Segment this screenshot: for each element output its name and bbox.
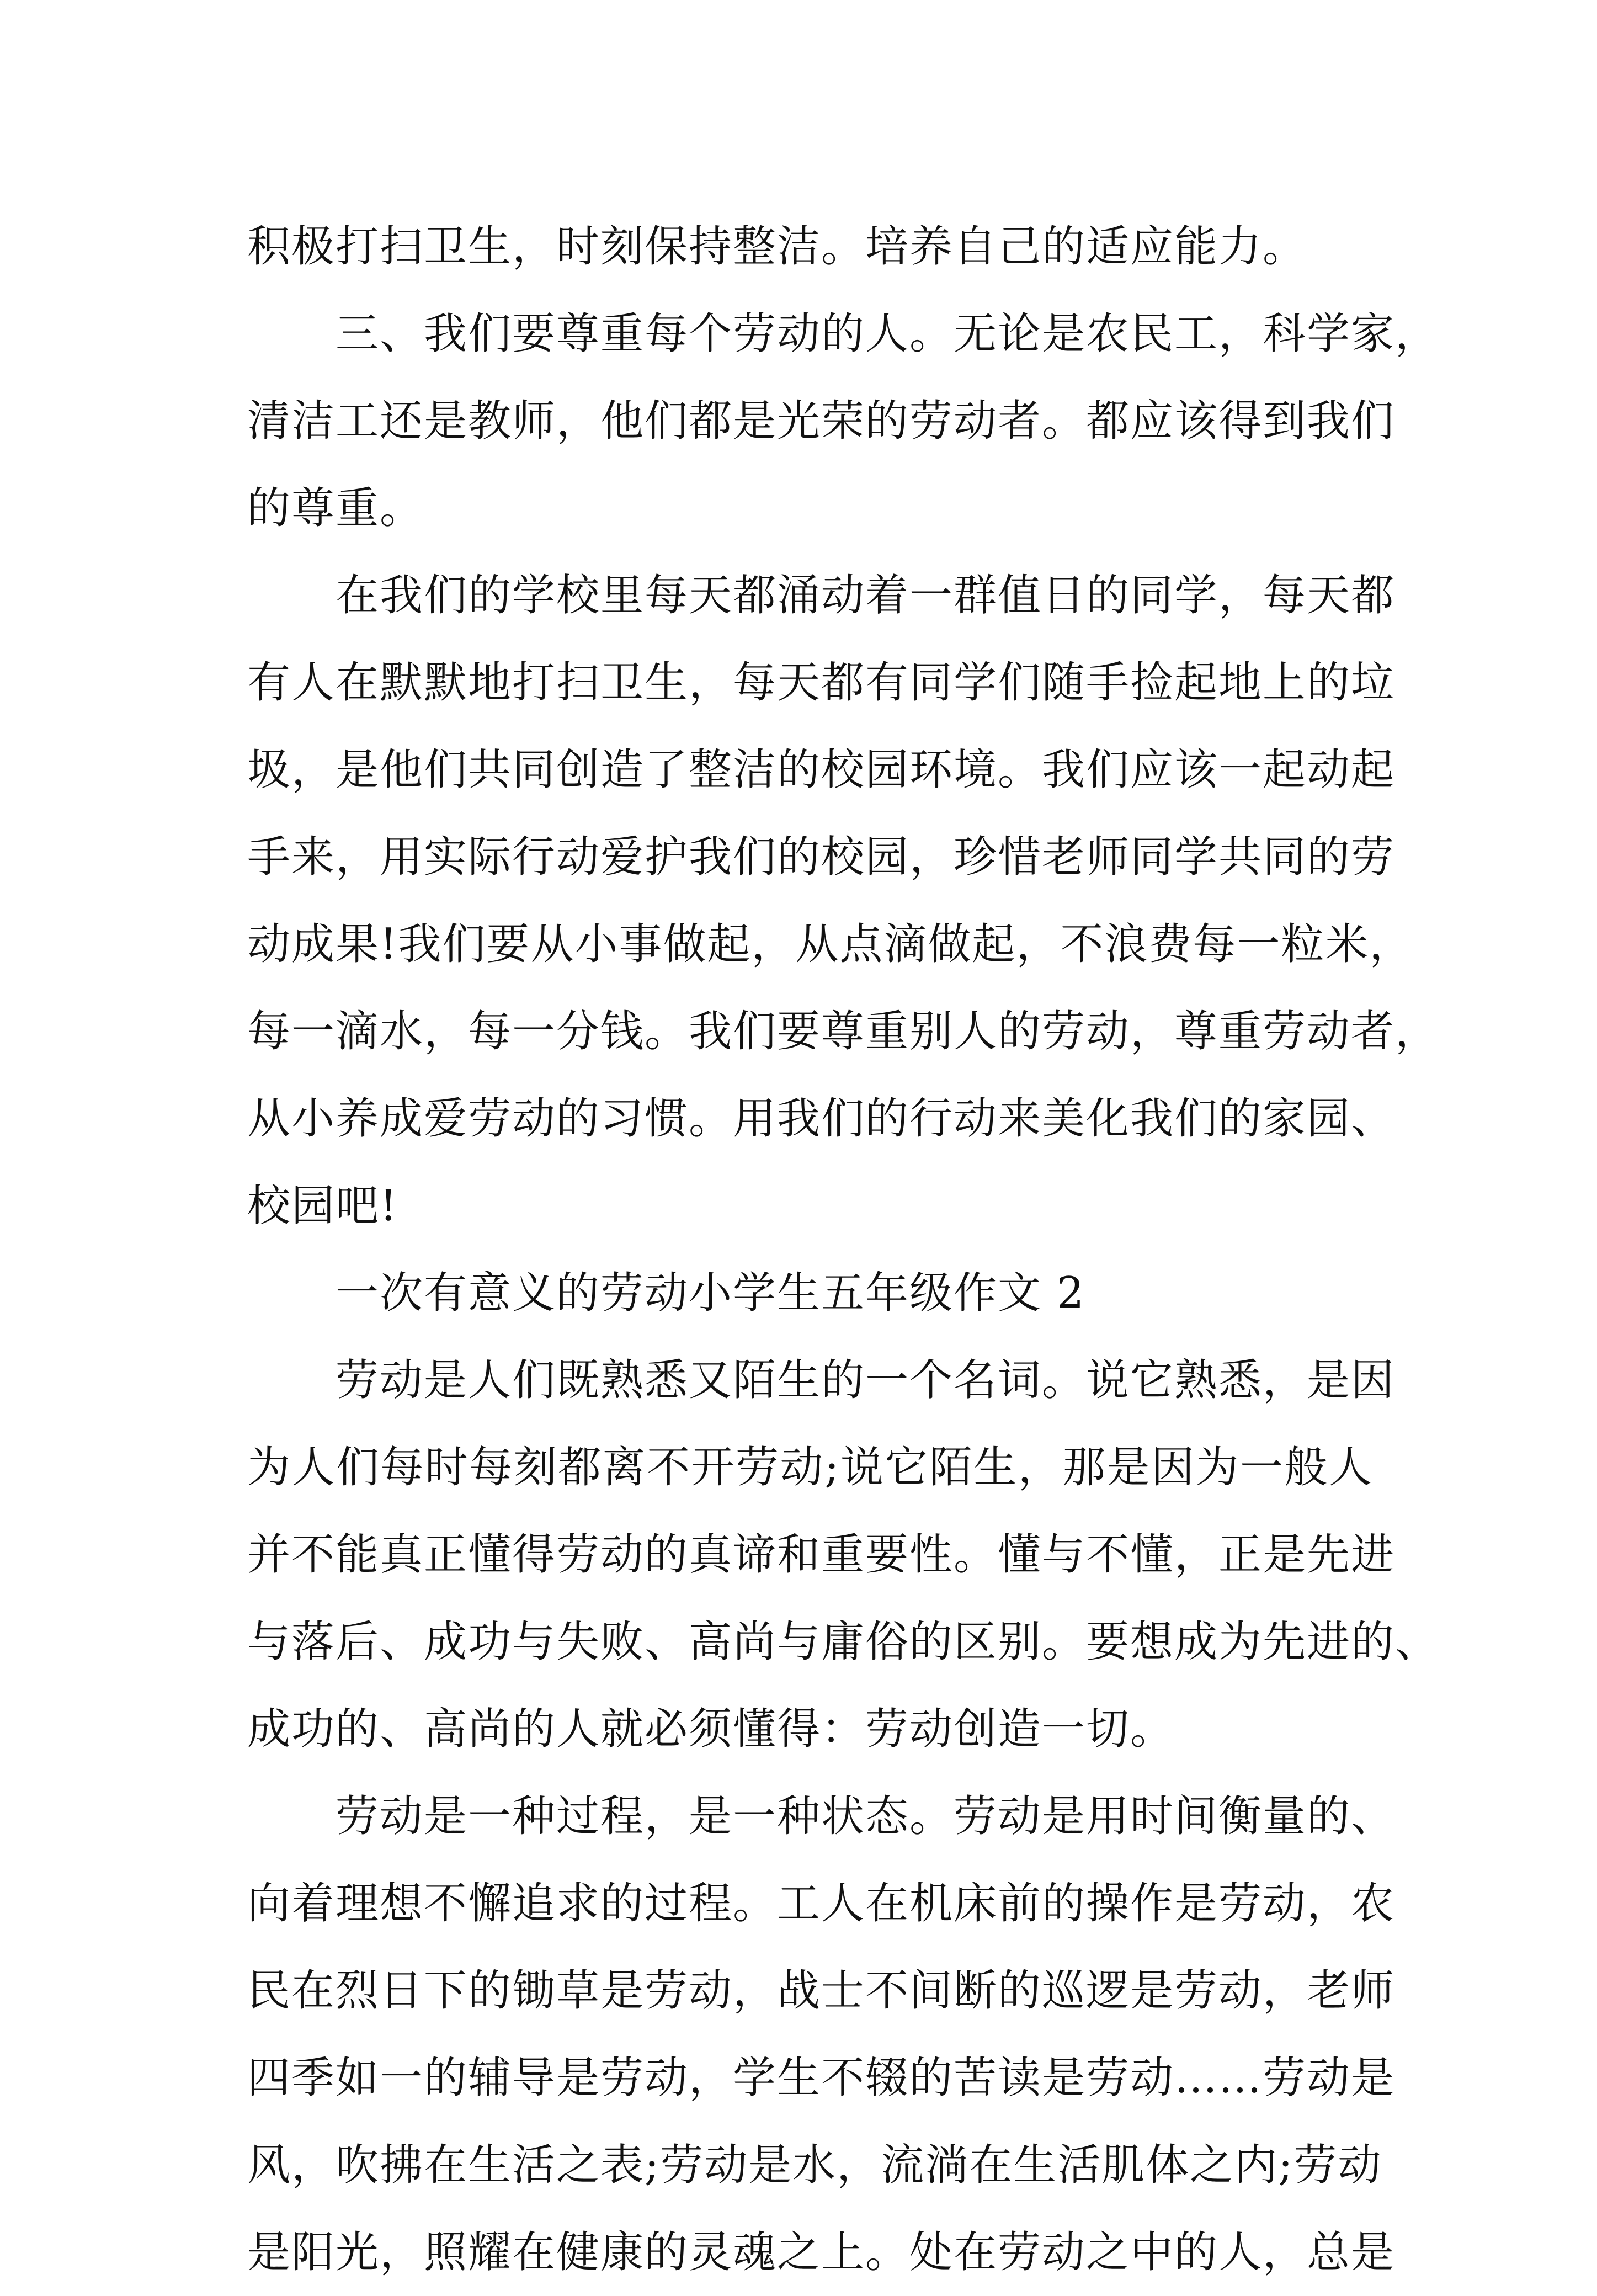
text-line: 四季如一的辅导是劳动，学生不辍的苦读是劳动……劳动是 xyxy=(247,2053,1396,2103)
text-line: 的尊重。 xyxy=(247,483,424,533)
text-line: 在我们的学校里每天都涌动着一群值日的同学，每天都 xyxy=(336,571,1396,620)
text-line: 成功的、高尚的人就必须懂得：劳动创造一切。 xyxy=(247,1704,1175,1754)
text-line: 动成果!我们要从小事做起，从点滴做起，不浪费每一粒米， xyxy=(247,920,1414,969)
section-heading: 一次有意义的劳动小学生五年级作文 2 xyxy=(336,1268,1085,1318)
text-line: 清洁工还是教师，他们都是光荣的劳动者。都应该得到我们 xyxy=(247,396,1396,446)
text-line: 与落后、成功与失败、高尚与庸俗的区别。要想成为先进的、 xyxy=(247,1617,1440,1667)
text-line: 从小养成爱劳动的习惯。用我们的行动来美化我们的家园、 xyxy=(247,1094,1396,1144)
text-line: 民在烈日下的锄草是劳动，战士不间断的巡逻是劳动，老师 xyxy=(247,1966,1396,2016)
text-line: 向着理想不懈追求的过程。工人在机床前的操作是劳动，农 xyxy=(247,1879,1396,1928)
text-line: 每一滴水，每一分钱。我们要尊重别人的劳动，尊重劳动者， xyxy=(247,1007,1440,1056)
text-line: 劳动是人们既熟悉又陌生的一个名词。说它熟悉，是因 xyxy=(336,1356,1396,1405)
text-line: 劳动是一种过程，是一种状态。劳动是用时间衡量的、 xyxy=(336,1792,1396,1841)
text-line: 有人在默默地打扫卫生，每天都有同学们随手捡起地上的垃 xyxy=(247,658,1396,708)
text-line: 积极打扫卫生，时刻保持整洁。培养自己的适应能力。 xyxy=(247,222,1307,272)
text-line: 为人们每时每刻都离不开劳动;说它陌生，那是因为一般人 xyxy=(247,1443,1373,1492)
text-line: 并不能真正懂得劳动的真谛和重要性。懂与不懂，正是先进 xyxy=(247,1530,1396,1580)
text-line: 风，吹拂在生活之表;劳动是水，流淌在生活肌体之内;劳动 xyxy=(247,2140,1382,2190)
text-line: 校园吧! xyxy=(247,1181,398,1231)
text-line: 三、我们要尊重每个劳动的人。无论是农民工，科学家， xyxy=(336,309,1440,359)
text-line: 圾，是他们共同创造了整洁的校园环境。我们应该一起动起 xyxy=(247,745,1396,795)
text-line: 是阳光，照耀在健康的灵魂之上。处在劳动之中的人，总是 xyxy=(247,2228,1396,2277)
text-line: 手来，用实际行动爱护我们的校园，珍惜老师同学共同的劳 xyxy=(247,832,1396,882)
document-body xyxy=(247,203,1440,2296)
